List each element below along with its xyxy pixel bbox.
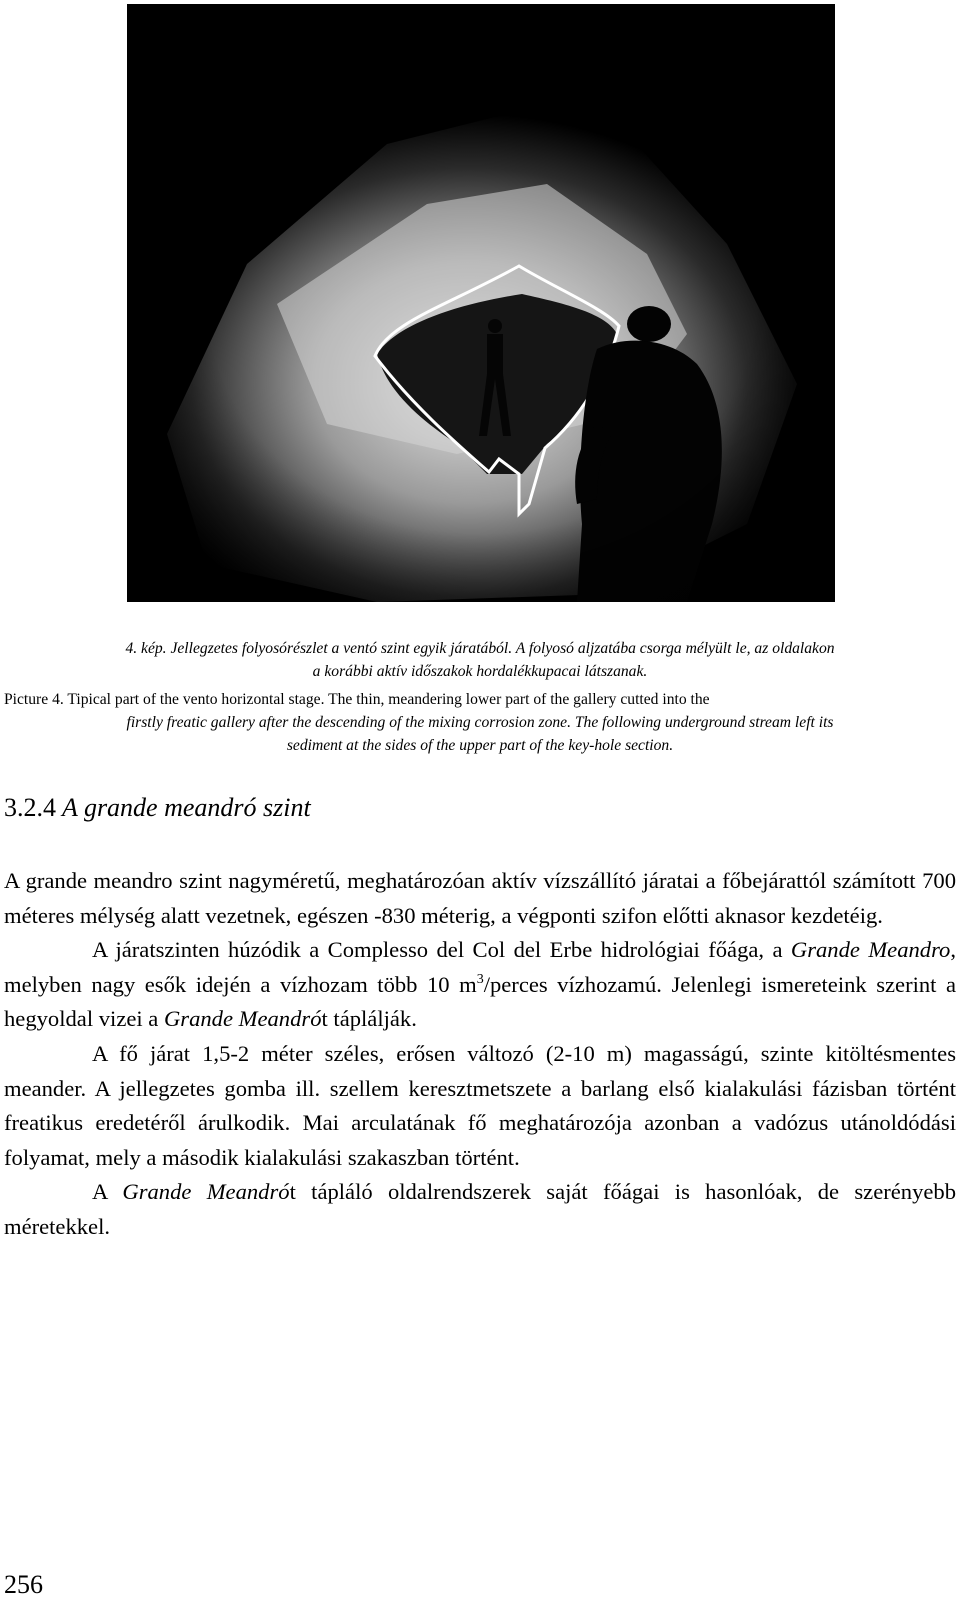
caption-hu-line-2: a korábbi aktív időszakok hordalékkupacai látszanak. [312,663,648,681]
paragraph-4-text-b: t tápláló oldalrendszerek saját főágai is hasonlóak, de szerényebb méretekkel. [4,1179,957,1239]
paragraph-2-text-a: A járatszinten húzódik a Complesso del Col del Erbe hidrológiai főága, a [92,937,791,963]
section-title: A grande meandró szint [62,793,311,822]
paragraph-2-text-b: , melyben nagy esők idején a vízhozam több 10 m [4,937,956,997]
paragraph-2 [4,933,956,1037]
paragraph-2-superscript: 3 [476,971,484,987]
paragraph-4 [4,1175,956,1244]
paragraph-2-emphasis-2: Grande Meandró [163,1006,322,1032]
body-text [4,864,956,1245]
caption-en-line-3: sediment at the sides of the upper part of the key-hole section. [286,737,674,755]
section-number: 3.2.4 [4,793,56,822]
figure-caption-hungarian [0,637,960,683]
figure-caption-english [0,688,960,758]
paragraph-2-emphasis-1: Grande Meandro [790,937,951,963]
caption-hu-line-1: 4. kép. Jellegzetes folyosórészlet a ventó szint egyik járatából. A folyosó aljzatába csorga mélyült le, az oldalakon [125,640,835,657]
caption-en-line-1: Picture 4. Tipical part of the vento horizontal stage. The thin, meandering lower part of the gallery cutted into the [4,691,710,708]
paragraph-2-text-c: /perces vízhozamú. Jelenlegi ismereteink szerint a hegyoldal vizei a [4,971,956,1032]
paragraph-4-text-a: A [92,1179,123,1205]
page-number: 256 [4,1570,43,1599]
cave-photo [127,4,835,602]
paragraph-2-text-d: t táplálják. [321,1006,417,1032]
section-heading [4,793,311,823]
caption-en-line-2: firstly freatic gallery after the descending of the mixing corrosion zone. The following underground stream left its [126,714,834,732]
paragraph-4-emphasis: Grande Meandró [122,1179,290,1205]
cave-photo-icon [127,4,835,602]
paragraph-1: A grande meandro szint nagyméretű, meghatározóan aktív vízszállító járatai a főbejárattól számított 700 méteres mélység alatt vezetnek, egészen -830 méterig, a végponti szifon előtti aknasor kezdetéig. [4,868,956,928]
paragraph-3: A fő járat 1,5-2 méter széles, erősen változó (2-10 m) magasságú, szinte kitöltésmentes meander. A jellegzetes gomba ill. szellem keresztmetszete a barlang első kialakulási fázisban történt freatikus eredetéről árulkodik. Mai arculatának fő meghatározója azonban a vadózus utánoldódási folyamat, mely a második kialakulási szakaszban történt. [4,1040,956,1170]
